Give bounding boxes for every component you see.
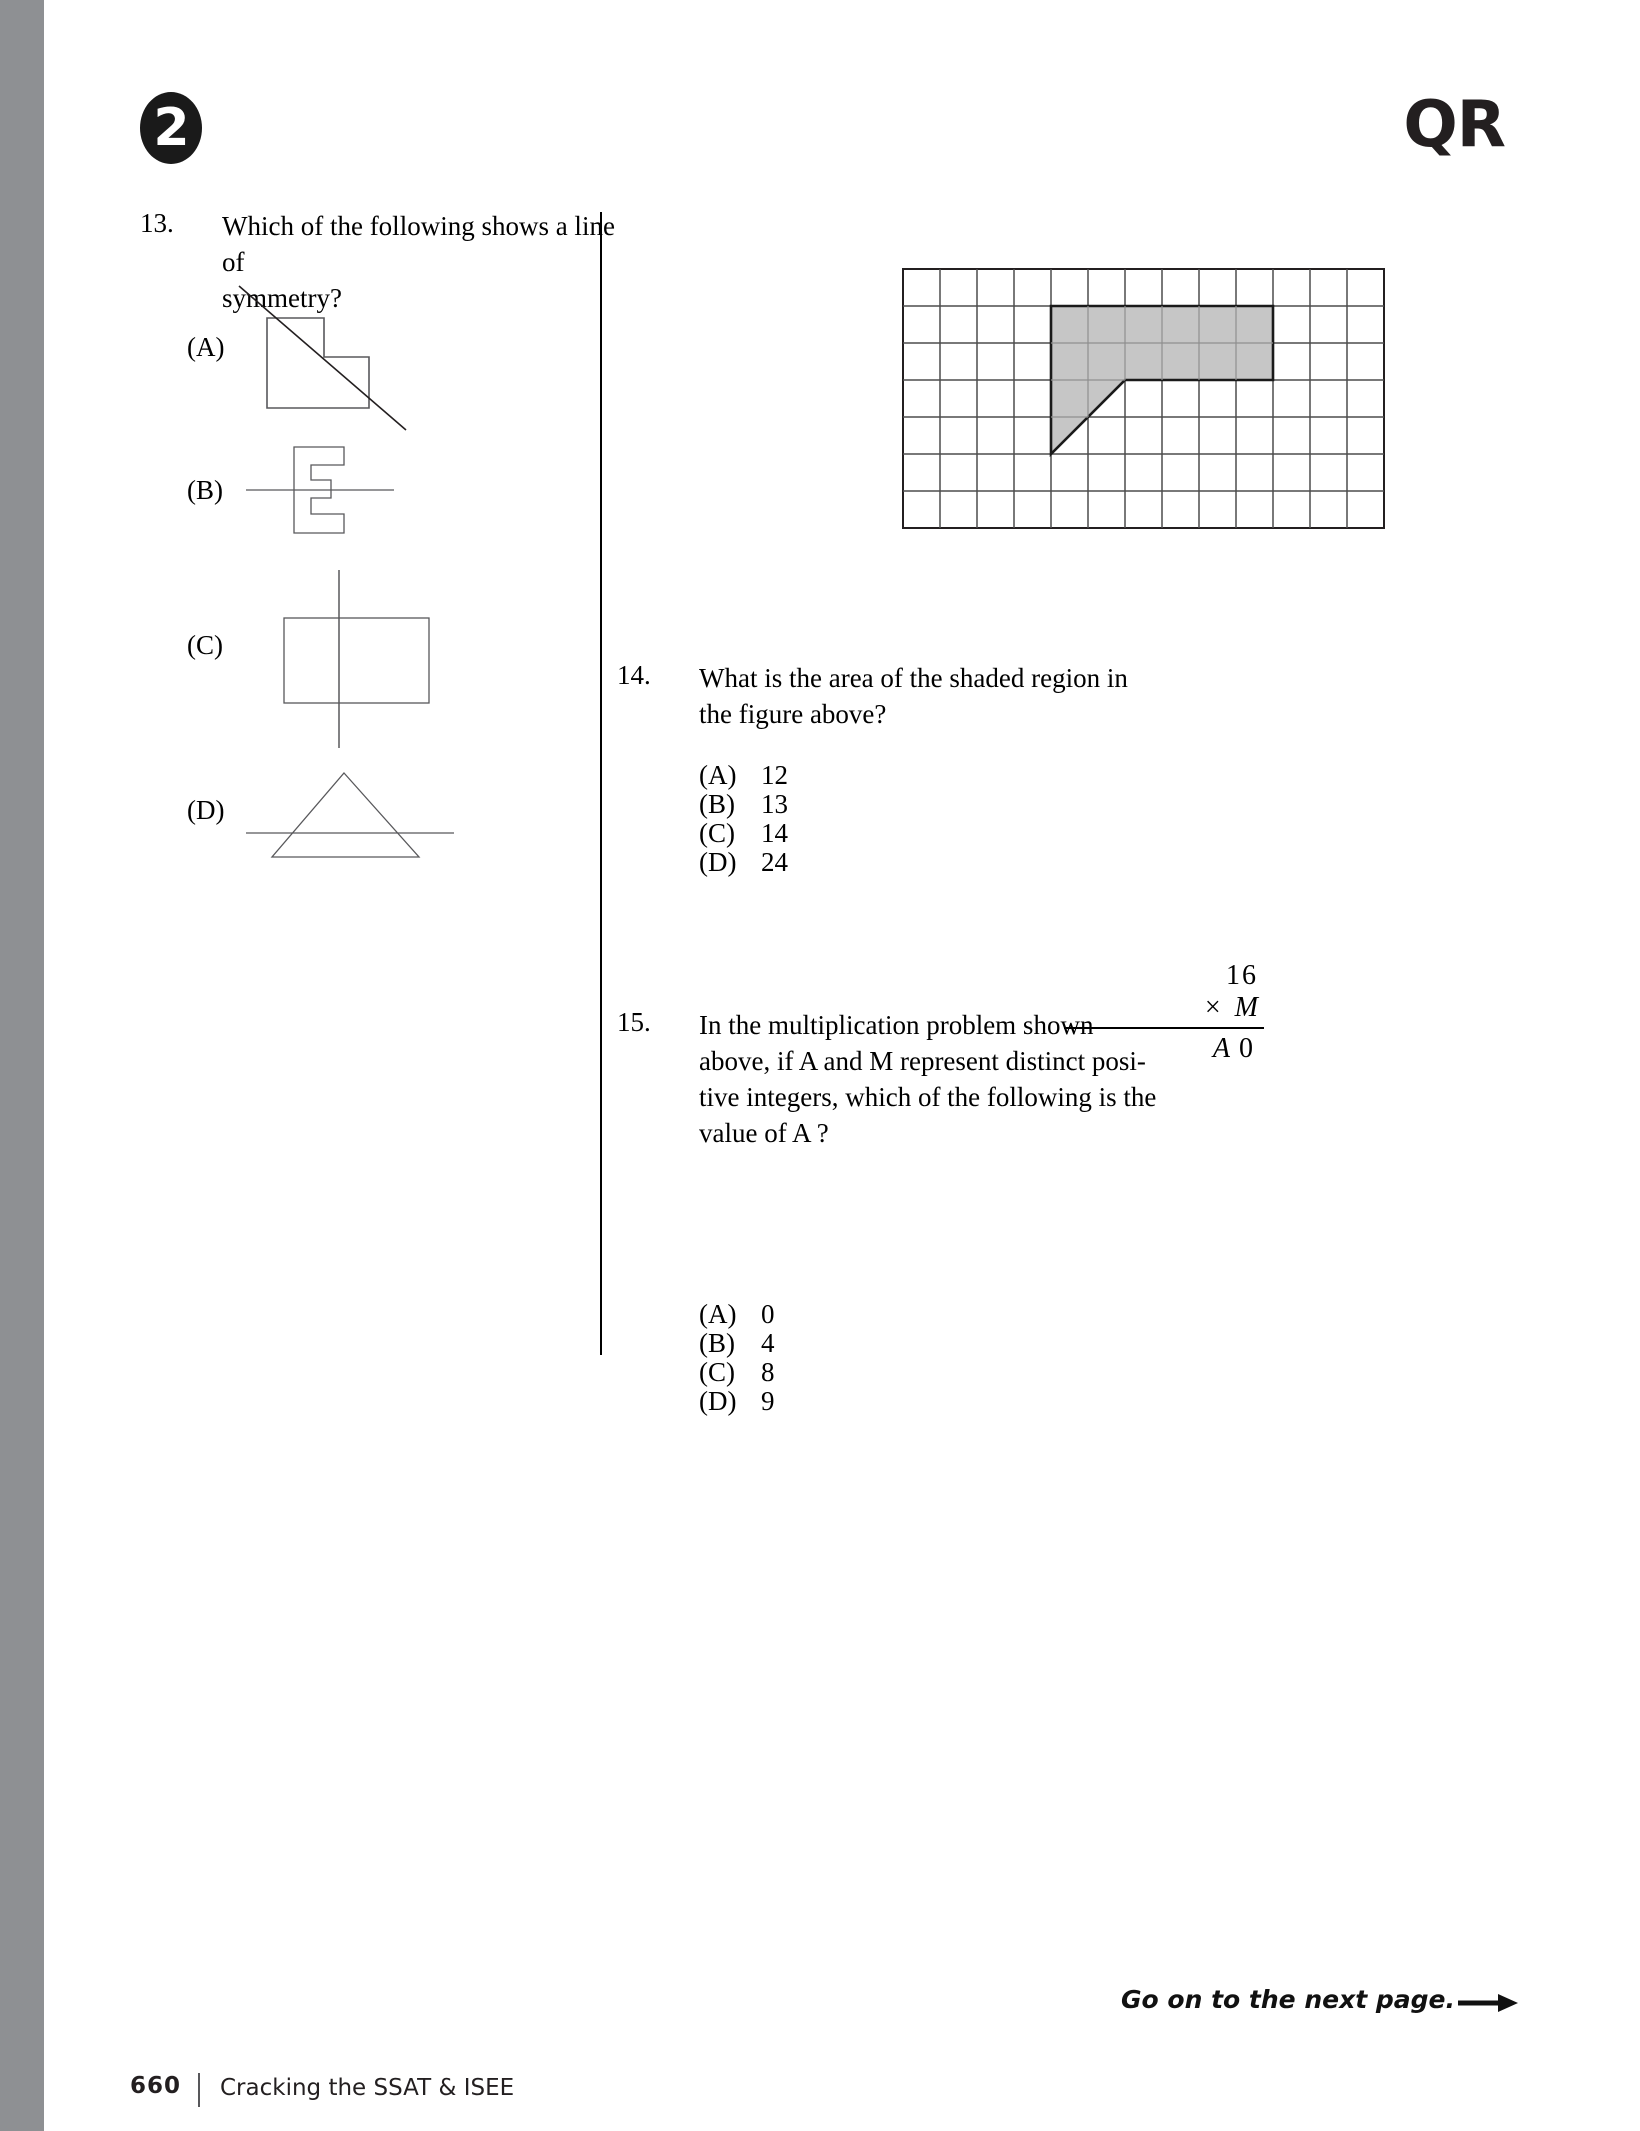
- left-gray-spine: [0, 0, 44, 2131]
- question-14-line-2: the figure above?: [699, 699, 887, 729]
- choice-label: (A): [699, 1299, 737, 1329]
- question-14-line-1: What is the area of the shaded region in: [699, 663, 1128, 693]
- question-15-line-3: tive integers, which of the following is the: [699, 1082, 1157, 1112]
- figure-choice-d-triangle-with-horizontal-line: [234, 755, 494, 885]
- page-content: [44, 0, 1640, 2131]
- multiplicand: 16: [1226, 960, 1258, 991]
- question-15-line-4: value of A ?: [699, 1118, 829, 1148]
- choice-label: (B): [699, 789, 735, 819]
- choice-label: (C): [699, 818, 735, 848]
- question-15-line-2: above, if A and M represent distinct posi-: [699, 1046, 1146, 1076]
- question-13-choice-d-letter[interactable]: (D): [187, 795, 225, 825]
- figure-choice-b-e-shape-with-horizontal-line: [234, 435, 484, 560]
- multiply-operator: ×: [1204, 992, 1221, 1023]
- choice-value: 13: [761, 789, 788, 819]
- choice-label: (C): [699, 1357, 735, 1387]
- question-13-choice-c-letter[interactable]: (C): [187, 630, 223, 660]
- choice-label: (A): [699, 760, 737, 790]
- go-on-next-page-text: Go on to the next page.: [1121, 1985, 1455, 2014]
- section-number-badge: 2: [140, 92, 202, 164]
- book-title: Cracking the SSAT & ISEE: [220, 2075, 515, 2101]
- question-13-line-2: symmetry?: [222, 283, 342, 313]
- question-14-number: 14.: [617, 660, 651, 690]
- right-arrow-icon: [1458, 1992, 1520, 2014]
- multiplier-variable: M: [1234, 992, 1258, 1023]
- question-14-text: [699, 660, 1139, 732]
- section-code-label: QR: [1403, 88, 1505, 162]
- product-digit: 0: [1239, 1033, 1254, 1064]
- question-13-line-1: Which of the following shows a line of: [222, 211, 615, 277]
- figure-choice-a-l-shape-with-diagonal-line: [234, 278, 434, 438]
- question-14-choice-d[interactable]: [699, 845, 788, 880]
- question-15-text: [699, 1007, 1169, 1151]
- choice-value: 4: [761, 1328, 775, 1358]
- choice-value: 0: [761, 1299, 775, 1329]
- choice-label: (D): [699, 1386, 737, 1416]
- question-15-line-1: In the multiplication problem shown: [699, 1010, 1094, 1040]
- choice-value: 24: [761, 847, 788, 877]
- question-13-choice-a-letter[interactable]: (A): [187, 332, 225, 362]
- question-13-choice-b-letter[interactable]: (B): [187, 475, 223, 505]
- choice-value: 9: [761, 1386, 775, 1416]
- choice-label: (B): [699, 1328, 735, 1358]
- product-letter: A: [1212, 1033, 1231, 1064]
- column-divider: [600, 212, 602, 1355]
- shaded-region-grid-figure: [899, 265, 1385, 547]
- page-number: 660: [130, 2073, 182, 2099]
- figure-choice-c-rectangle-with-vertical-line: [234, 550, 494, 765]
- choice-label: (D): [699, 847, 737, 877]
- choice-value: 14: [761, 818, 788, 848]
- question-15-choice-d[interactable]: [699, 1384, 775, 1419]
- choice-value: 8: [761, 1357, 775, 1387]
- question-13-number: 13.: [140, 208, 174, 238]
- question-15-number: 15.: [617, 1007, 651, 1037]
- choice-value: 12: [761, 760, 788, 790]
- footer-divider: [198, 2073, 200, 2107]
